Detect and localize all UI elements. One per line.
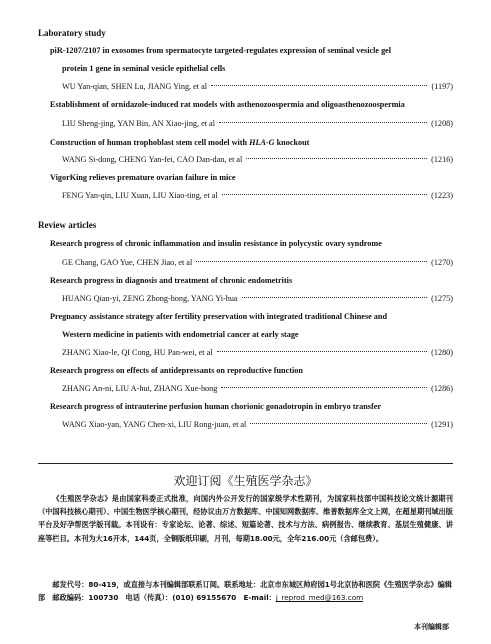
leader-dots (211, 85, 427, 86)
article-title: Pregnancy assistance strategy after fertility preservation with integrated traditional Chinese and (50, 312, 388, 321)
leader-dots (242, 297, 428, 298)
subscription-contact (38, 578, 453, 604)
article-authors-row (62, 348, 453, 357)
article-authors: ZHANG Xiao-le, QI Cong, HU Pan-wei, et al (62, 348, 213, 357)
contact-text (38, 578, 453, 604)
article-authors-row (62, 420, 453, 429)
leader-dots (222, 194, 427, 195)
article-authors: LIU Sheng-jing, YAN Bin, AN Xiao-jing, et al (62, 119, 215, 128)
article-title-continued: Western medicine in patients with endometrial cancer at early stage (62, 330, 299, 339)
article-title: Research progress of intrauterine perfusion human chorionic gonadotropin in embryo transfer (50, 402, 381, 411)
article-title: Construction of human trophoblast stem cell model with HLA-G knockout (50, 138, 310, 147)
contact-email-link[interactable]: j_reprod_med@163.com (275, 593, 364, 602)
article-authors-row (62, 294, 453, 303)
article-authors: HUANG Qian-yi, ZENG Zhong-hong, YANG Yi-hua (62, 294, 238, 303)
article-page-number: (1208) (431, 119, 453, 128)
article-title: Research progress in diagnosis and treatment of chronic endometritis (50, 276, 293, 285)
article-authors: FENG Yan-qin, LIU Xuan, LIU Xiao-ting, et al (62, 191, 218, 200)
article-authors: ZHANG An-ni, LIU A-hui, ZHANG Xue-hong (62, 384, 218, 393)
article-page-number: (1216) (431, 155, 453, 164)
section-divider (38, 463, 453, 464)
article-title: Establishment of ornidazole-induced rat models with asthenozoospermia and oligoasthenozoospermia (50, 100, 405, 109)
article-authors-row (62, 191, 453, 200)
article-title: VigorKing relieves premature ovarian failure in mice (50, 173, 236, 182)
contact-details: 邮发代号：80-419，或直接与本刊编辑部联系订阅。联系地址：北京市东城区帅府园1号北京协和医院《生殖医学杂志》编辑部 邮政编码：100730 电话（传真）：(010) 69155670 E-mail： (38, 580, 452, 602)
article-page-number: (1275) (431, 294, 453, 303)
article-title: Research progress on effects of antidepressants on reproductive function (50, 366, 303, 375)
article-authors: WANG Xiao-yan, YANG Chen-xi, LIU Rong-juan, et al (62, 420, 247, 429)
leader-dots (196, 261, 427, 262)
leader-dots (219, 122, 427, 123)
leader-dots (246, 158, 427, 159)
section-heading-review: Review articles (38, 220, 97, 230)
subscription-paragraph: 《生殖医学杂志》是由国家科委正式批准，向国内外公开发行的国家级学术性期刊，为国家科技部中国科技论文统计源期刊（中国科技核心期刊）、中国生物医学核心期刊，经协议由万方数据库、中国知网数据库、维普数据库全文上网，在超星期刊域出版平台及好孕帮医学版刊载。本刊设有：专家论坛、论著、综述、短篇论著、技术与方法、病例报告、继续教育、基层生殖健康、讲座等栏目。本刊为大16开本，144页，全铜版纸印刷，月刊，每期18.00元，全年216.00元（含邮包费）。 (38, 494, 453, 543)
article-title-continued: protein 1 gene in seminal vesicle epithelial cells (62, 64, 226, 73)
section-heading-laboratory: Laboratory study (38, 28, 106, 38)
article-title: piR-1207/2107 in exosomes from spermatocyte targeted-regulates expression of seminal vesicle gel (50, 46, 392, 55)
article-authors-row (62, 119, 453, 128)
leader-dots (250, 423, 427, 424)
subscription-body (38, 492, 453, 545)
article-authors-row (62, 82, 453, 91)
article-authors-row (62, 155, 453, 164)
article-page-number: (1286) (431, 384, 453, 393)
article-page-number: (1223) (431, 191, 453, 200)
gene-name: HLA-G (249, 138, 275, 147)
article-authors: WU Yan-qian, SHEN Lu, JIANG Ying, et al (62, 82, 208, 91)
article-authors: GE Chang, GAO Yue, CHEN Jiao, et al (62, 258, 193, 267)
article-authors-row (62, 258, 453, 267)
article-authors-row (62, 384, 453, 393)
article-page-number: (1280) (431, 348, 453, 357)
leader-dots (217, 351, 428, 352)
article-page-number: (1291) (431, 420, 453, 429)
subscription-title: 欢迎订阅《生殖医学杂志》 (173, 474, 318, 488)
article-authors: WANG Si-dong, CHENG Yan-fei, CAO Dan-dan, et al (62, 155, 243, 164)
article-title: Research progress of chronic inflammation and insulin resistance in polycystic ovary syndrome (50, 239, 382, 248)
editorial-office-label: 本刊编辑部 (414, 623, 449, 631)
leader-dots (221, 387, 427, 388)
article-page-number: (1197) (431, 82, 453, 91)
article-page-number: (1270) (431, 258, 453, 267)
